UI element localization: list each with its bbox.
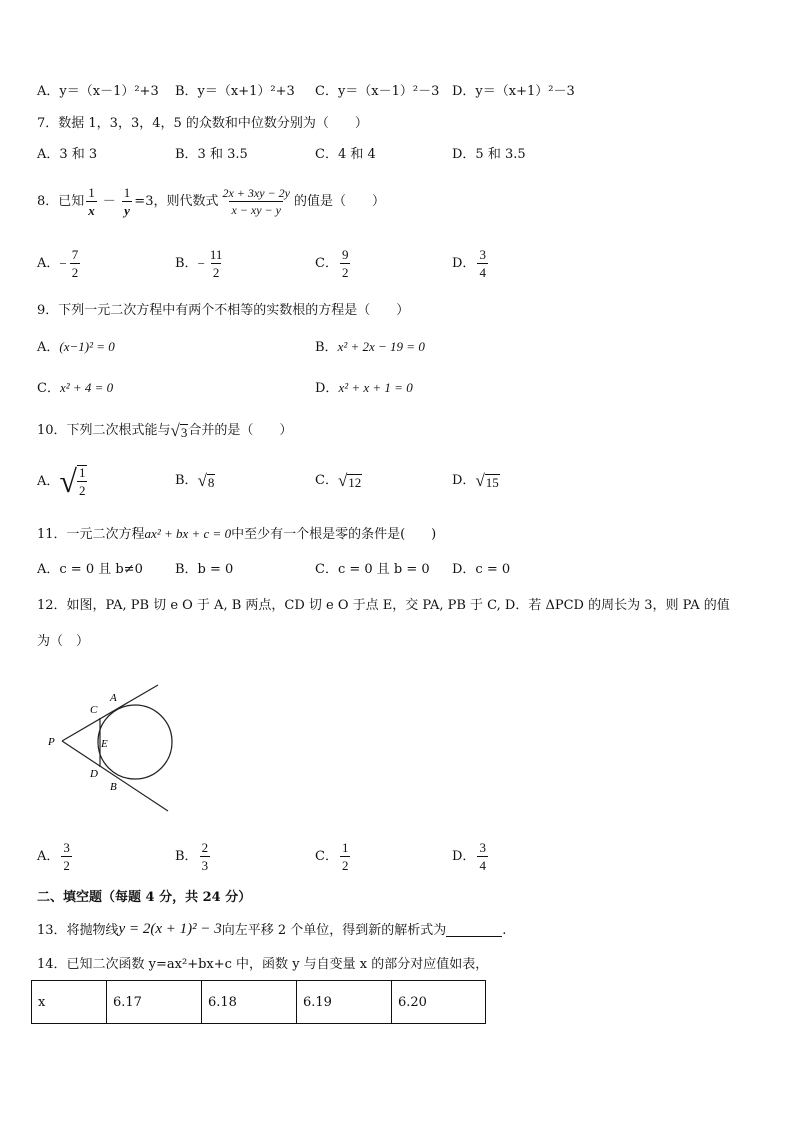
q12-figure <box>40 675 180 820</box>
q8-option-a-sign: − <box>59 255 67 271</box>
q8-option-b <box>175 243 226 283</box>
q12-option-d <box>452 836 490 876</box>
q12-option-a-label: A． <box>37 848 60 864</box>
q8-option-c-num: 9 <box>341 246 349 262</box>
q10-option-b-label: B． <box>175 473 198 488</box>
q10-sqrt3: √ 3 <box>170 420 188 440</box>
q7-option-b: B．3 和 3.5 <box>175 147 248 162</box>
q11-option-a: A．c = 0 且 b≠0 <box>37 562 143 577</box>
q8-option-d-num: 3 <box>479 246 486 262</box>
q8-suffix: 的值是（ ） <box>293 193 385 209</box>
q7-stem: 7．数据 1，3，3，4，5 的众数和中位数分别为（ ） <box>37 116 368 131</box>
q12-option-d-num: 3 <box>479 839 486 855</box>
q8-frac1-den: x <box>88 202 95 218</box>
q13-pre: 13．将抛物线 <box>37 923 119 938</box>
q10-option-b-radicand: 8 <box>207 475 215 490</box>
q9-option-a <box>37 340 115 354</box>
q10-option-a: A． √ $\frac{1}{2}$ <box>37 463 86 499</box>
q13-stem <box>37 922 506 937</box>
q9-option-c <box>37 381 113 395</box>
label-e: E <box>101 738 108 750</box>
q8-frac1-num: 1 <box>88 184 95 200</box>
q8-expr-num: 2x + 3xy − 2y <box>222 185 290 200</box>
q6-option-a: A．y＝（x－1）²+3 <box>37 84 159 99</box>
label-p: P <box>48 736 55 748</box>
q12-option-b-label: B． <box>175 848 198 864</box>
q10-stem-pre: 10．下列二次根式能与 <box>37 422 171 438</box>
q8-expression <box>220 187 292 216</box>
q8-frac2-num: 1 <box>123 184 131 200</box>
q8-option-b-sign: − <box>197 255 205 271</box>
circle-o <box>98 705 172 779</box>
q8-frac2-den: y <box>124 202 130 218</box>
table-header-x: x <box>32 981 107 1024</box>
q9-option-d-label: D． <box>315 381 339 396</box>
q8-minus: － <box>102 193 116 209</box>
q8-fraction-1-over-x <box>86 186 97 217</box>
q8-eq3: =3，则代数式 <box>134 193 219 209</box>
q12-option-c <box>315 836 352 876</box>
q11-option-c: C．c = 0 且 b = 0 <box>315 562 430 577</box>
q12-stem-line2: 为（ ） <box>37 634 90 649</box>
q6-option-d: D．y＝（x+1）²－3 <box>452 84 575 99</box>
q10-option-a-num: 1 <box>78 465 86 480</box>
table-row <box>32 981 486 1024</box>
section-2-title: 二、填空题（每题 4 分，共 24 分） <box>37 890 252 905</box>
table-cell: 6.20 <box>392 981 486 1024</box>
table-cell: 6.19 <box>297 981 392 1024</box>
q12-option-b-den: 3 <box>201 857 209 873</box>
q12-option-a-num: 3 <box>63 839 70 855</box>
q7-option-d: D．5 和 3.5 <box>452 147 526 162</box>
q10-stem <box>37 419 292 441</box>
q8-option-c-label: C． <box>315 255 338 271</box>
q11-stem-post: 中至少有一个根是零的条件是( ) <box>231 527 437 542</box>
label-a: A <box>110 692 117 704</box>
table-cell: 6.17 <box>107 981 202 1024</box>
q9-stem: 9．下列一元二次方程中有两个不相等的实数根的方程是（ ） <box>37 303 410 318</box>
q10-option-a-den: 2 <box>78 483 86 498</box>
q13-end: . <box>502 923 507 938</box>
q9-option-c-eq: x² + 4 = 0 <box>59 380 114 395</box>
label-b: B <box>110 781 117 793</box>
q10-option-c-radicand: 12 <box>348 475 362 490</box>
label-d: D <box>90 768 98 780</box>
q13-answer-blank[interactable] <box>446 924 502 937</box>
q12-option-d-label: D． <box>452 848 476 864</box>
q8-fraction-1-over-y <box>122 186 133 217</box>
q13-post: 向左平移 2 个单位，得到新的解析式为 <box>221 923 447 938</box>
q8-option-b-label: B． <box>175 255 198 271</box>
q9-option-a-label: A． <box>37 340 60 355</box>
q9-option-b <box>315 340 425 354</box>
tangent-line-pb <box>62 741 168 811</box>
q9-option-c-label: C． <box>37 381 60 396</box>
q10-option-a-label: A． <box>37 473 60 489</box>
q11-option-b: B．b = 0 <box>175 562 234 577</box>
q10-option-c: C． √ 12 <box>315 471 362 490</box>
q9-option-a-eq: (x−1)² = 0 <box>59 339 115 354</box>
q8-option-a-den: 2 <box>71 264 79 280</box>
q9-option-b-eq: x² + 2x − 19 = 0 <box>337 339 425 354</box>
q8-stem <box>37 181 385 221</box>
q10-option-b: B． √ 8 <box>175 471 215 490</box>
q8-option-c <box>315 243 352 283</box>
q10-option-d-radicand: 15 <box>485 475 499 490</box>
q12-stem-line1: 12．如图，PA, PB 切 e O 于 A, B 两点，CD 切 e O 于点 E，交 PA, PB 于 C, D．若 ΔPCD 的周长为 3，则 PA 的值 <box>37 598 730 613</box>
q9-option-d-eq: x² + x + 1 = 0 <box>338 380 413 395</box>
q12-option-c-num: 1 <box>341 839 349 855</box>
q8-prefix: 8．已知 <box>37 193 85 209</box>
q6-option-b: B．y＝（x+1）²+3 <box>175 84 295 99</box>
q12-option-a <box>37 836 74 876</box>
q8-expr-den: x − xy − y <box>231 202 281 217</box>
q12-option-b <box>175 836 212 876</box>
q10-sqrt3-radicand: 3 <box>180 424 188 440</box>
q8-option-a-label: A． <box>37 255 60 271</box>
q10-option-d-label: D． <box>452 473 476 488</box>
q7-option-c: C．4 和 4 <box>315 147 376 162</box>
q8-option-b-den: 2 <box>212 264 220 280</box>
q7-option-a: A．3 和 3 <box>37 147 98 162</box>
q12-option-c-den: 2 <box>341 857 349 873</box>
q12-option-c-label: C． <box>315 848 338 864</box>
q8-option-c-den: 2 <box>341 264 349 280</box>
q6-option-c: C．y＝（x－1）²－3 <box>315 84 440 99</box>
q11-option-d: D．c = 0 <box>452 562 511 577</box>
q10-option-d: D． √ 15 <box>452 471 499 490</box>
q11-stem <box>37 527 436 541</box>
q14-stem: 14．已知二次函数 y=ax²+bx+c 中，函数 y 与自变量 x 的部分对应值如表， <box>37 957 489 972</box>
q12-option-a-den: 2 <box>63 857 70 873</box>
q12-option-b-num: 2 <box>201 839 209 855</box>
q13-eq: y = 2(x + 1)² − 3 <box>118 921 222 937</box>
q8-option-a-num: 7 <box>71 246 79 262</box>
q9-option-d <box>315 381 413 395</box>
table-cell: 6.18 <box>202 981 297 1024</box>
q14-value-table <box>31 980 486 1024</box>
q8-option-d-den: 4 <box>479 264 486 280</box>
label-c: C <box>90 704 98 716</box>
q10-stem-post: 合并的是（ ） <box>188 422 293 438</box>
q10-option-c-label: C． <box>315 473 338 488</box>
q11-stem-eq: ax² + bx + c = 0 <box>144 526 232 541</box>
q8-option-a <box>37 243 82 283</box>
q11-stem-pre: 11．一元二次方程 <box>37 527 145 542</box>
q8-option-d <box>452 243 490 283</box>
q9-option-b-label: B． <box>315 340 338 355</box>
q12-option-d-den: 4 <box>479 857 486 873</box>
q8-option-b-num: 11 <box>209 246 223 262</box>
q8-option-d-label: D． <box>452 255 476 271</box>
